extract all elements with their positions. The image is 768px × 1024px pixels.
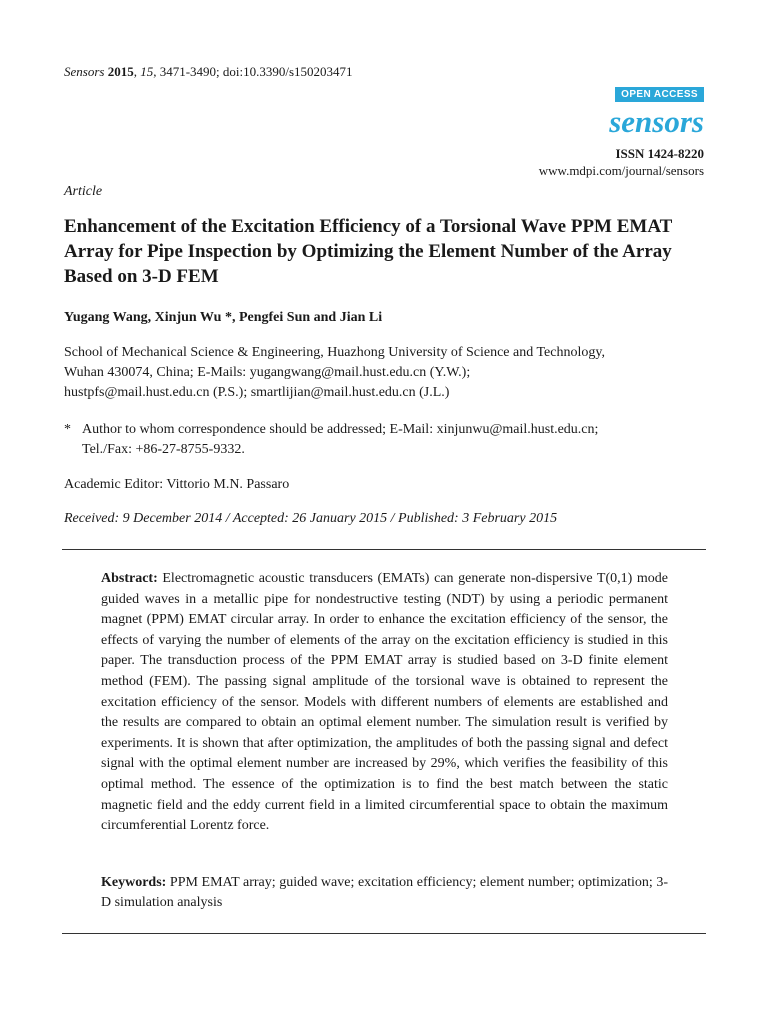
keywords xyxy=(101,873,668,913)
correspondence-email-line: Author to whom correspondence should be addressed; E-Mail: xinjunwu@mail.hust.edu.cn; xyxy=(82,422,599,437)
affiliation-line: School of Mechanical Science & Engineering, Huazhong University of Science and Technology, xyxy=(64,345,605,360)
divider-bottom xyxy=(62,933,706,934)
citation-volume: 15 xyxy=(140,64,154,79)
correspondence-note xyxy=(64,420,714,460)
citation-pages-doi: 3471-3490; doi:10.3390/s150203471 xyxy=(159,64,353,79)
journal-url[interactable]: www.mdpi.com/journal/sensors xyxy=(538,163,704,178)
issn: ISSN 1424-8220 xyxy=(615,146,704,161)
publication-dates: Received: 9 December 2014 / Accepted: 26 January 2015 / Published: 3 February 2015 xyxy=(64,511,558,526)
divider-top xyxy=(62,549,706,550)
affiliation-line: hustpfs@mail.hust.edu.cn (P.S.); smartlijian@mail.hust.edu.cn (J.L.) xyxy=(64,385,450,400)
citation-line: Sensors 2015, 15, 3471-3490; doi:10.3390/s150203471 xyxy=(64,64,353,79)
affiliation xyxy=(64,343,714,403)
article-type: Article xyxy=(64,184,103,199)
correspondence-phone-line: Tel./Fax: +86-27-8755-9332. xyxy=(82,442,245,457)
correspondence-star: * xyxy=(64,422,71,437)
abstract-text: Electromagnetic acoustic transducers (EMATs) can generate non-dispersive T(0,1) mode guided waves in a metallic pipe for nondestructive testing (NDT) by using a periodic permanent magnet (PPM) EMAT circular array. In order to enhance the excitation efficiency of the sensor, the effects of varying the number of elements of the array on the excitation efficiency is studied in this paper. The transduction process of the PPM EMAT array is studied based on 3-D finite element method (FEM). The passing signal amplitude of the torsional wave is obtained to represent the excitation efficiency of the sensor. Models with different numbers of elements are established and the results are compared to obtain an optimal element number. The simulation result is verified by experiments. It is shown that after optimization, the amplitudes of both the passing signal and defect signal with the optimal element number are increased by 29%, which verifies the feasibility of this optimal method. The essence of the optimization is to find the best match between the static magnetic field and the eddy current field in a limited circumferential space to obtain the maximum circumferential Lorentz force. xyxy=(101,571,668,834)
abstract-label: Abstract: xyxy=(101,571,158,586)
author-list: Yugang Wang, Xinjun Wu *, Pengfei Sun and Jian Li xyxy=(64,310,383,325)
citation-journal: Sensors xyxy=(64,64,105,79)
keywords-text: PPM EMAT array; guided wave; excitation efficiency; element number; optimization; 3-D simulation analysis xyxy=(101,875,668,910)
affiliation-line: Wuhan 430074, China; E-Mails: yugangwang@mail.hust.edu.cn (Y.W.); xyxy=(64,365,471,380)
open-access-badge: OPEN ACCESS xyxy=(615,87,704,102)
keywords-label: Keywords: xyxy=(101,875,167,890)
article-title: Enhancement of the Excitation Efficiency of a Torsional Wave PPM EMAT Array for Pipe Inspection by Optimizing the Element Number of the Array Based on 3-D FEM xyxy=(64,216,672,287)
abstract xyxy=(101,569,668,837)
academic-editor: Academic Editor: Vittorio M.N. Passaro xyxy=(64,477,290,492)
journal-logo: sensors xyxy=(609,104,704,139)
citation-year: 2015 xyxy=(107,64,134,79)
